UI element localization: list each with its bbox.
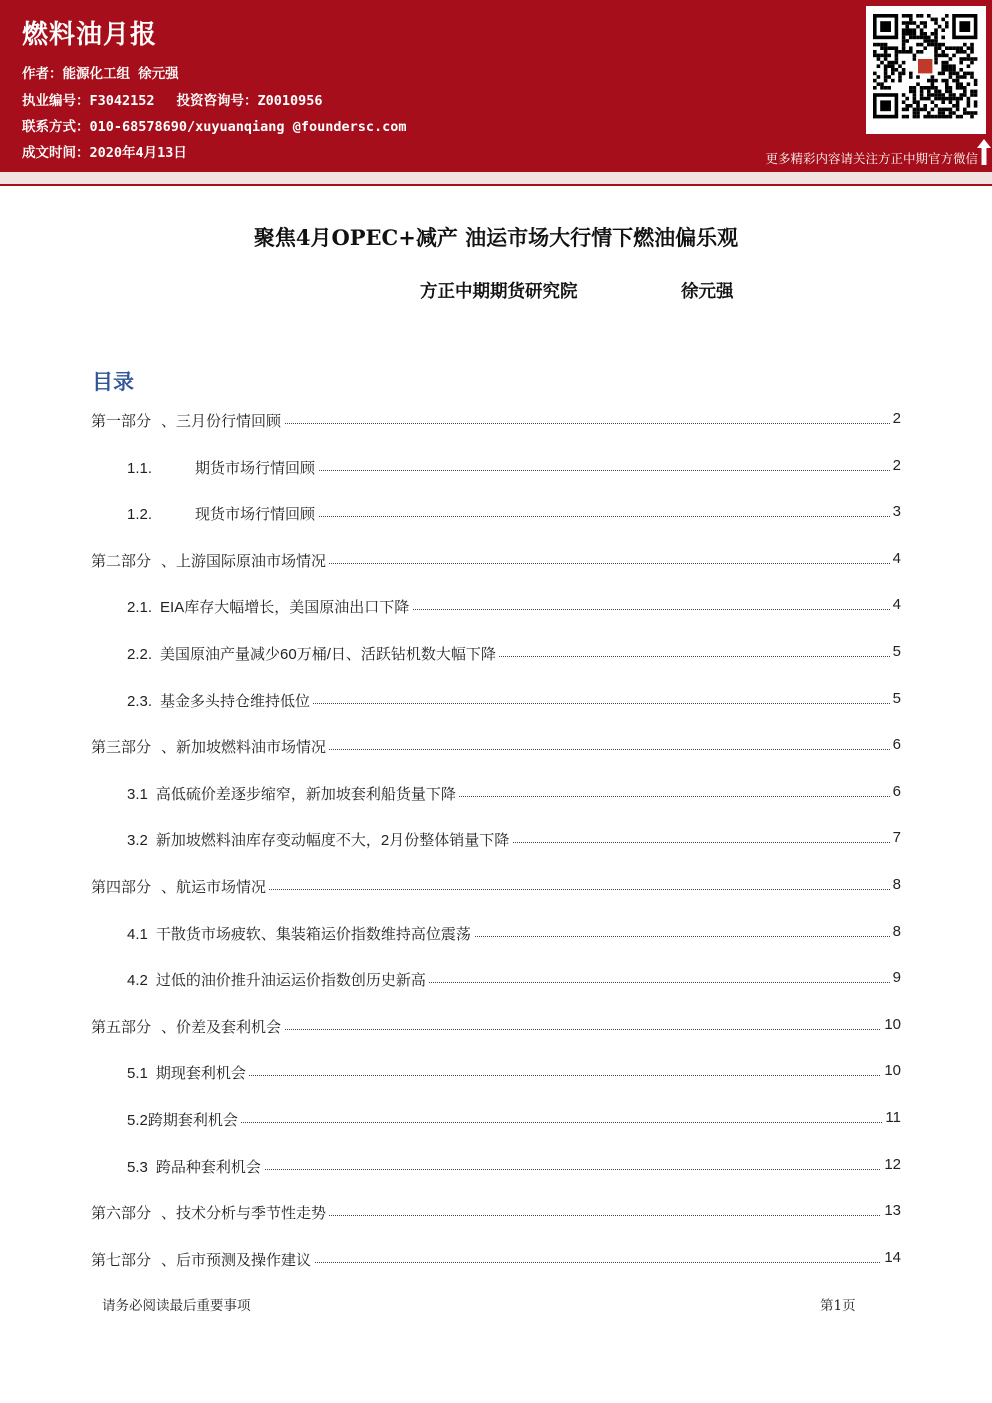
toc-entry[interactable] bbox=[0, 1249, 992, 1271]
document-title: 聚焦4月OPEC+减产 油运市场大行情下燃油偏乐观 bbox=[253, 225, 739, 250]
toc-entry-number: 第六部分 bbox=[91, 1205, 152, 1222]
up-arrow-icon bbox=[976, 138, 992, 166]
toc-entry-number: 第二部分 bbox=[91, 553, 152, 570]
footer-page-number: 第1页 bbox=[820, 1298, 856, 1314]
toc-entry[interactable] bbox=[0, 923, 992, 945]
license-value: F3042152 bbox=[89, 93, 155, 109]
toc-entry-number: 第四部分 bbox=[91, 879, 152, 896]
toc-entry[interactable] bbox=[0, 969, 992, 991]
toc-entry-page: 8 bbox=[890, 923, 901, 940]
author-value: 能源化工组 徐元强 bbox=[62, 66, 179, 82]
advisory-label: 投资咨询号： bbox=[176, 93, 258, 109]
toc-entry-label bbox=[91, 876, 269, 897]
toc-entry-text: 、技术分析与季节性走势 bbox=[161, 1205, 327, 1222]
toc-entry-label bbox=[127, 1062, 249, 1083]
toc-entry[interactable] bbox=[0, 876, 992, 898]
toc-entry-text: 、上游国际原油市场情况 bbox=[161, 553, 327, 570]
toc-entry-number: 4.2 bbox=[127, 972, 148, 989]
toc-entry-number: 2.1. bbox=[127, 599, 153, 616]
toc-entry[interactable] bbox=[0, 1109, 992, 1131]
toc-entry-text: 基金多头持仓维持低位 bbox=[160, 693, 311, 710]
footer-notice: 请务必阅读最后重要事项 bbox=[102, 1298, 251, 1314]
toc-entry-number: 第七部分 bbox=[91, 1252, 152, 1269]
toc-entry-page: 7 bbox=[890, 829, 901, 846]
header-bottom-band bbox=[0, 172, 992, 184]
contact-value: 010-68578690/xuyuanqiang @foundersc.com bbox=[89, 119, 407, 135]
toc-entry-text: 期货市场行情回顾 bbox=[195, 460, 316, 477]
toc-entry[interactable] bbox=[0, 643, 992, 665]
toc-entry-text: 、后市预测及操作建议 bbox=[161, 1252, 312, 1269]
toc-entry-label bbox=[91, 1016, 284, 1037]
toc-entry-page: 3 bbox=[890, 503, 901, 520]
toc-entry-label bbox=[91, 550, 329, 571]
date-value: 2020年4月13日 bbox=[89, 145, 187, 161]
toc-entry-page: 6 bbox=[890, 783, 901, 800]
date-line bbox=[22, 141, 187, 161]
follow-wechat-text: 更多精彩内容请关注方正中期官方微信 bbox=[765, 151, 978, 166]
toc-entry-page: 2 bbox=[890, 410, 901, 427]
toc-entry-label bbox=[127, 596, 412, 617]
toc-entry-page: 2 bbox=[890, 457, 901, 474]
toc-entry-number: 1.1. bbox=[127, 460, 153, 477]
author-label: 作者： bbox=[22, 66, 63, 82]
toc-entry-text: 、价差及套利机会 bbox=[161, 1019, 282, 1036]
toc-entry-text: 美国原油产量减少60万桶/日、活跃钻机数大幅下降 bbox=[160, 646, 496, 663]
toc-entry[interactable] bbox=[0, 410, 992, 432]
toc-entry-label bbox=[91, 410, 284, 431]
toc-entry-text: 、新加坡燃料油市场情况 bbox=[161, 739, 327, 756]
toc-entry-page: 4 bbox=[890, 596, 901, 613]
toc-entry[interactable] bbox=[0, 1016, 992, 1038]
author-name: 徐元强 bbox=[681, 282, 734, 302]
toc-entry-label bbox=[127, 923, 474, 944]
toc-entry-text: 跨品种套利机会 bbox=[155, 1159, 261, 1176]
toc-entry[interactable] bbox=[0, 503, 992, 525]
toc-entry-number: 3.1 bbox=[127, 786, 148, 803]
toc-entry-text: 现货市场行情回顾 bbox=[195, 506, 316, 523]
toc-entry[interactable] bbox=[0, 1062, 992, 1084]
toc-entry-text: 干散货市场疲软、集装箱运价指数维持高位震荡 bbox=[155, 926, 471, 943]
toc-entry[interactable] bbox=[0, 690, 992, 712]
toc-entry-number: 第一部分 bbox=[91, 413, 152, 430]
toc-entry-text: 跨期套利机会 bbox=[147, 1112, 238, 1129]
toc-entry-label bbox=[127, 457, 318, 478]
toc-entry-label bbox=[127, 690, 313, 711]
toc-entry-page: 9 bbox=[890, 969, 901, 986]
toc-entry-number: 3.2 bbox=[127, 832, 148, 849]
toc-entry[interactable] bbox=[0, 1202, 992, 1224]
toc-entry-page: 14 bbox=[881, 1249, 901, 1266]
toc-entry[interactable] bbox=[0, 550, 992, 572]
toc-entry-text: 、航运市场情况 bbox=[161, 879, 267, 896]
date-label: 成文时间： bbox=[22, 145, 90, 161]
header-divider bbox=[0, 184, 992, 186]
toc-entry-label bbox=[91, 736, 329, 757]
toc-entry-page: 4 bbox=[890, 550, 901, 567]
toc-entry[interactable] bbox=[0, 736, 992, 758]
qr-code-icon[interactable] bbox=[866, 6, 986, 134]
toc-entry[interactable] bbox=[0, 596, 992, 618]
toc-entry-page: 5 bbox=[890, 690, 901, 707]
toc-entry-page: 12 bbox=[881, 1156, 901, 1173]
toc-entry-number: 第三部分 bbox=[91, 739, 152, 756]
toc-entry-page: 8 bbox=[890, 876, 901, 893]
contact-label: 联系方式： bbox=[22, 119, 90, 135]
toc-entry-label bbox=[127, 969, 429, 990]
toc-entry-page: 10 bbox=[881, 1016, 901, 1033]
toc-entry[interactable] bbox=[0, 457, 992, 479]
toc-entry-page: 5 bbox=[890, 643, 901, 660]
contact-line bbox=[22, 115, 406, 135]
toc-entry-label bbox=[127, 829, 512, 850]
toc-entry-page: 6 bbox=[890, 736, 901, 753]
toc-entry-page: 10 bbox=[881, 1062, 901, 1079]
toc-entry-text: 新加坡燃料油库存变动幅度不大，2月份整体销量下降 bbox=[155, 832, 510, 849]
toc-entry-number: 1.2. bbox=[127, 506, 153, 523]
toc-entry-text: EIA库存大幅增长，美国原油出口下降 bbox=[160, 599, 410, 616]
toc-heading: 目录 bbox=[92, 370, 134, 394]
toc-entry[interactable] bbox=[0, 783, 992, 805]
report-title: 燃料油月报 bbox=[22, 20, 158, 50]
toc-entry-number: 第五部分 bbox=[91, 1019, 152, 1036]
toc-entry[interactable] bbox=[0, 829, 992, 851]
toc-entry-number: 4.1 bbox=[127, 926, 148, 943]
qr-code-graphic bbox=[866, 6, 986, 134]
license-line bbox=[22, 89, 323, 109]
author-line bbox=[22, 62, 179, 82]
toc-entry-text: 期现套利机会 bbox=[155, 1065, 246, 1082]
toc-entry-number: 2.2. bbox=[127, 646, 153, 663]
toc-entry-label bbox=[127, 503, 318, 524]
toc-entry-page: 13 bbox=[881, 1202, 901, 1219]
toc-entry-text: 高低硫价差逐步缩窄，新加坡套利船货量下降 bbox=[155, 786, 456, 803]
toc-entry-text: 过低的油价推升油运运价指数创历史新高 bbox=[155, 972, 426, 989]
advisory-value: Z0010956 bbox=[257, 93, 323, 109]
license-label: 执业编号： bbox=[22, 93, 90, 109]
toc-entry-text: 、三月份行情回顾 bbox=[161, 413, 282, 430]
toc-entry-label bbox=[91, 1202, 329, 1223]
toc-entry-label bbox=[91, 1249, 314, 1270]
toc-entry-number: 5.1 bbox=[127, 1065, 148, 1082]
toc-entry-label bbox=[127, 1109, 241, 1130]
toc-entry-number: 2.3. bbox=[127, 693, 153, 710]
toc-entry-page: 11 bbox=[882, 1109, 901, 1126]
toc-entry-label bbox=[127, 643, 499, 664]
toc-leader-dots bbox=[127, 1122, 896, 1123]
toc-entry[interactable] bbox=[0, 1156, 992, 1178]
author-organization: 方正中期期货研究院 bbox=[420, 282, 578, 302]
toc-entry-label bbox=[127, 1156, 264, 1177]
toc-entry-label bbox=[127, 783, 459, 804]
toc-entry-number: 5.3 bbox=[127, 1159, 148, 1176]
toc-entry-number: 5.2 bbox=[127, 1112, 148, 1129]
